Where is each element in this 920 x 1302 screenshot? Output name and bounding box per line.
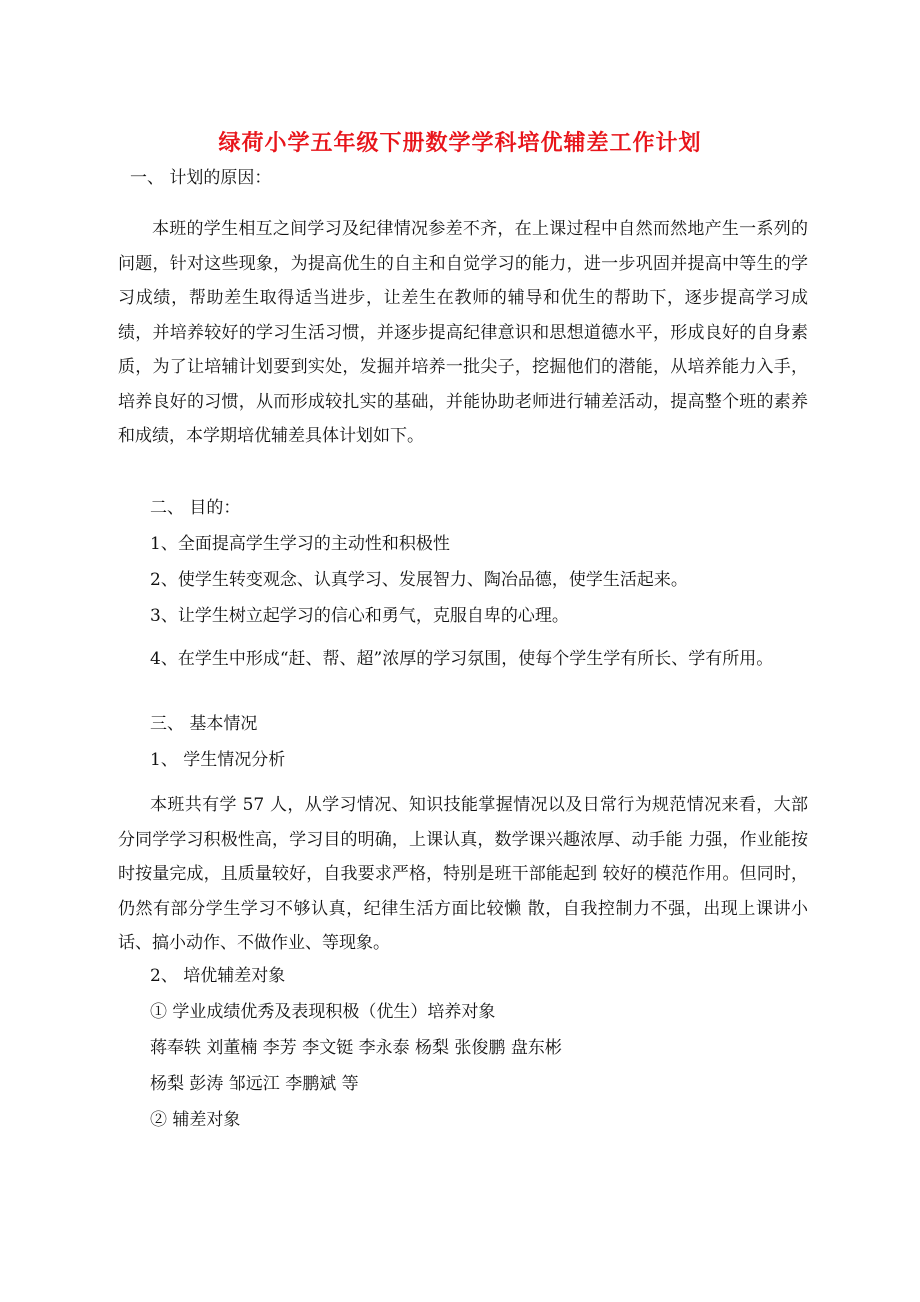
section-3-1-heading: 1、 学生情况分析: [150, 750, 286, 770]
section-1-body: 本班的学生相互之间学习及纪律情况参差不齐，在上课过程中自然而然地产生一系列的问题，针对这些现象，为提高优生的自主和自觉学习的能力，进一步巩固并提高中等生的学习成绩，帮助差生取得适当进步，让差生在教师的辅导和优生的帮助下，逐步提高学习成绩，并培养较好的学习生活习惯，并逐步提高纪律意识和思想道德水平，形成良好的自身素质，为了让培辅计划要到实处，发掘并培养一批尖子，挖掘他们的潜能，从培养能力入手，培养良好的习惯，从而形成较扎实的基础，并能协助老师进行辅差活动，提高整个班的素养和成绩，本学期培优辅差具体计划如下。: [118, 219, 808, 446]
section-2-heading: 二、 目的：: [150, 498, 241, 518]
section-1-heading: 一、 计划的原因：: [130, 168, 272, 188]
goal-item-3: 3、让学生树立起学习的信心和勇气，克服自卑的心理。: [150, 606, 569, 626]
section-3-heading: 三、 基本情况: [150, 714, 258, 734]
goal-item-4: 4、在学生中形成“赶、帮、超”浓厚的学习氛围，使每个学生学有所长、学有所用。: [150, 649, 774, 669]
excellent-students-heading: ① 学业成绩优秀及表现积极（优生）培养对象: [150, 1002, 496, 1022]
document-title: 绿荷小学五年级下册数学学科培优辅差工作计划: [218, 130, 702, 156]
section-3-1-body: 本班共有学 57 人，从学习情况、知识技能掌握情况以及日常行为规范情况来看，大部分同学学习积极性高，学习目的明确，上课认真，数学课兴趣浓厚、动手能 力强，作业能按时按量完成，且质量较好，自我要求严格，特别是班干部能起到 较好的模范作用。但同时，仍然有部分学生学习不够认真，纪律生活方面比较懒 散，自我控制力不强，出现上课讲小话、搞小动作、不做作业、等现象。: [118, 795, 808, 953]
excellent-students-names-line-2: 杨梨 彭涛 邹远江 李鹏斌 等: [150, 1074, 359, 1094]
excellent-students-names-line-1: 蒋奉轶 刘董楠 李芳 李文铤 李永泰 杨梨 张俊鹏 盘东彬: [150, 1038, 562, 1058]
goal-item-2: 2、使学生转变观念、认真学习、发展智力、陶冶品德，使学生活起来。: [150, 570, 688, 590]
section-3-2-heading: 2、 培优辅差对象: [150, 966, 286, 986]
goal-item-1: 1、全面提高学生学习的主动性和积极性: [150, 534, 450, 554]
weak-students-heading: ② 辅差对象: [150, 1110, 241, 1130]
